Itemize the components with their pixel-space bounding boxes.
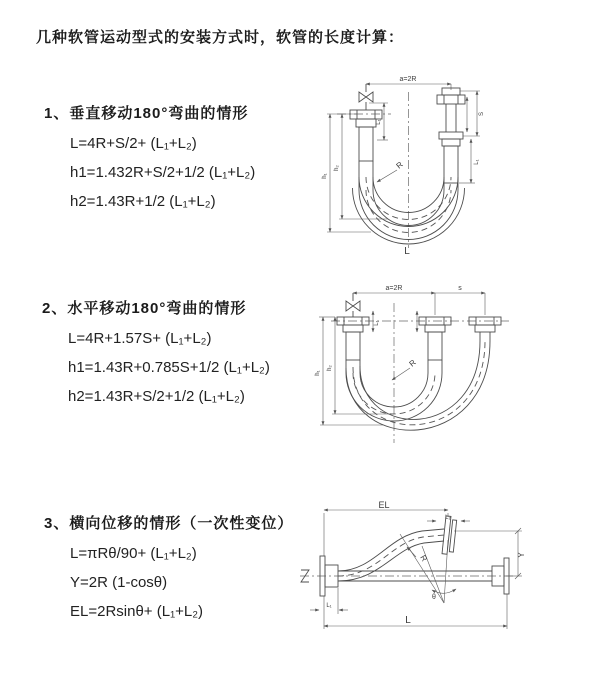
formula-h2: h2=1.43R+S/2+1/2 (L₁+L₂) xyxy=(68,388,245,405)
centerline xyxy=(331,303,509,443)
dim-label-l1: L₁ xyxy=(326,603,332,609)
diagram-horizontal-180-bend xyxy=(313,283,598,456)
dim-label-r: R xyxy=(418,553,429,564)
dim-label-theta: θ xyxy=(432,594,436,601)
section-1 xyxy=(44,102,255,210)
dim-label-h2: h₂ xyxy=(334,165,340,171)
diagram-vertical-180-bend xyxy=(313,70,598,267)
formula-l: L=πRθ/90+ (L₁+L₂) xyxy=(70,545,197,562)
hose-u-bend-displaced xyxy=(346,341,490,430)
left-fitting xyxy=(337,317,369,360)
dimension-l1 xyxy=(310,588,348,614)
dimension-l1-right xyxy=(459,139,480,183)
upper-flange xyxy=(442,516,457,554)
dim-label-s: s xyxy=(458,285,462,292)
angle-theta xyxy=(422,540,456,603)
dimension-a2r xyxy=(353,285,485,315)
middle-fitting xyxy=(419,317,451,360)
section-2 xyxy=(42,297,270,405)
dimension-l xyxy=(324,594,507,629)
valve-icon xyxy=(359,84,373,110)
dim-label-s: S xyxy=(479,111,485,117)
dimension-h2 xyxy=(327,317,394,414)
dim-label-el: EL xyxy=(378,500,390,510)
right-fitting xyxy=(469,317,501,341)
hose-s-curve xyxy=(338,529,444,581)
formula-el: EL=2Rsinθ+ (L₁+L₂) xyxy=(70,603,204,620)
dimension-h1 xyxy=(315,317,383,425)
diagram-lateral-displacement xyxy=(296,500,596,647)
dimension-l2 xyxy=(427,515,470,521)
dim-label-l1: L₁ xyxy=(374,320,380,326)
dim-label-l: L xyxy=(404,246,410,257)
formula-l: L=4R+S/2+ (L₁+L₂) xyxy=(70,135,197,152)
dimension-el xyxy=(324,500,448,556)
dimension-h1 xyxy=(322,114,371,232)
section-1-heading: 1、垂直移动180°弯曲的情形 xyxy=(44,105,249,122)
dim-label-a2r: a=2R xyxy=(385,285,403,292)
radius-callout xyxy=(400,534,444,603)
dim-label-l1: L₁ xyxy=(376,119,382,125)
left-fitting xyxy=(350,110,382,161)
dim-label-a2r: a=2R xyxy=(399,76,417,83)
dim-label-h1: h₁ xyxy=(315,370,321,376)
dimension-s xyxy=(460,91,485,136)
page-title: 几种软管运动型式的安装方式时，软管的长度计算： xyxy=(36,29,405,46)
dim-label-l1: L₁ xyxy=(474,159,480,165)
dim-label-r: R xyxy=(394,159,405,171)
section-2-heading: 2、水平移动180°弯曲的情形 xyxy=(42,300,247,317)
formula-h1: h1=1.43R+0.785S+1/2 (L₁+L₂) xyxy=(68,359,270,376)
section-3 xyxy=(44,512,293,620)
dim-label-y: Y xyxy=(517,552,526,558)
dimension-l1-left xyxy=(369,103,388,140)
dimension-a2r xyxy=(366,76,451,90)
radius-callout xyxy=(392,358,418,380)
dim-label-r: R xyxy=(407,357,418,369)
right-fitting xyxy=(437,88,465,183)
formula-h1: h1=1.432R+S/2+1/2 (L₁+L₂) xyxy=(70,164,256,181)
formula-h2: h2=1.43R+1/2 (L₁+L₂) xyxy=(70,193,216,210)
valve-icon xyxy=(346,293,360,317)
dim-label-l: L xyxy=(405,615,411,626)
radius-callout xyxy=(377,160,405,182)
dim-label-h2: h₂ xyxy=(327,365,333,371)
dim-label-l2: L₂ xyxy=(445,515,451,521)
formula-l: L=4R+1.57S+ (L₁+L₂) xyxy=(68,330,212,347)
section-3-heading: 3、横向位移的情形（一次性变位） xyxy=(44,515,294,532)
dim-label-h1: h₁ xyxy=(322,173,328,179)
formula-y: Y=2R (1-cosθ) xyxy=(70,574,168,591)
dimension-l1 xyxy=(373,311,417,332)
